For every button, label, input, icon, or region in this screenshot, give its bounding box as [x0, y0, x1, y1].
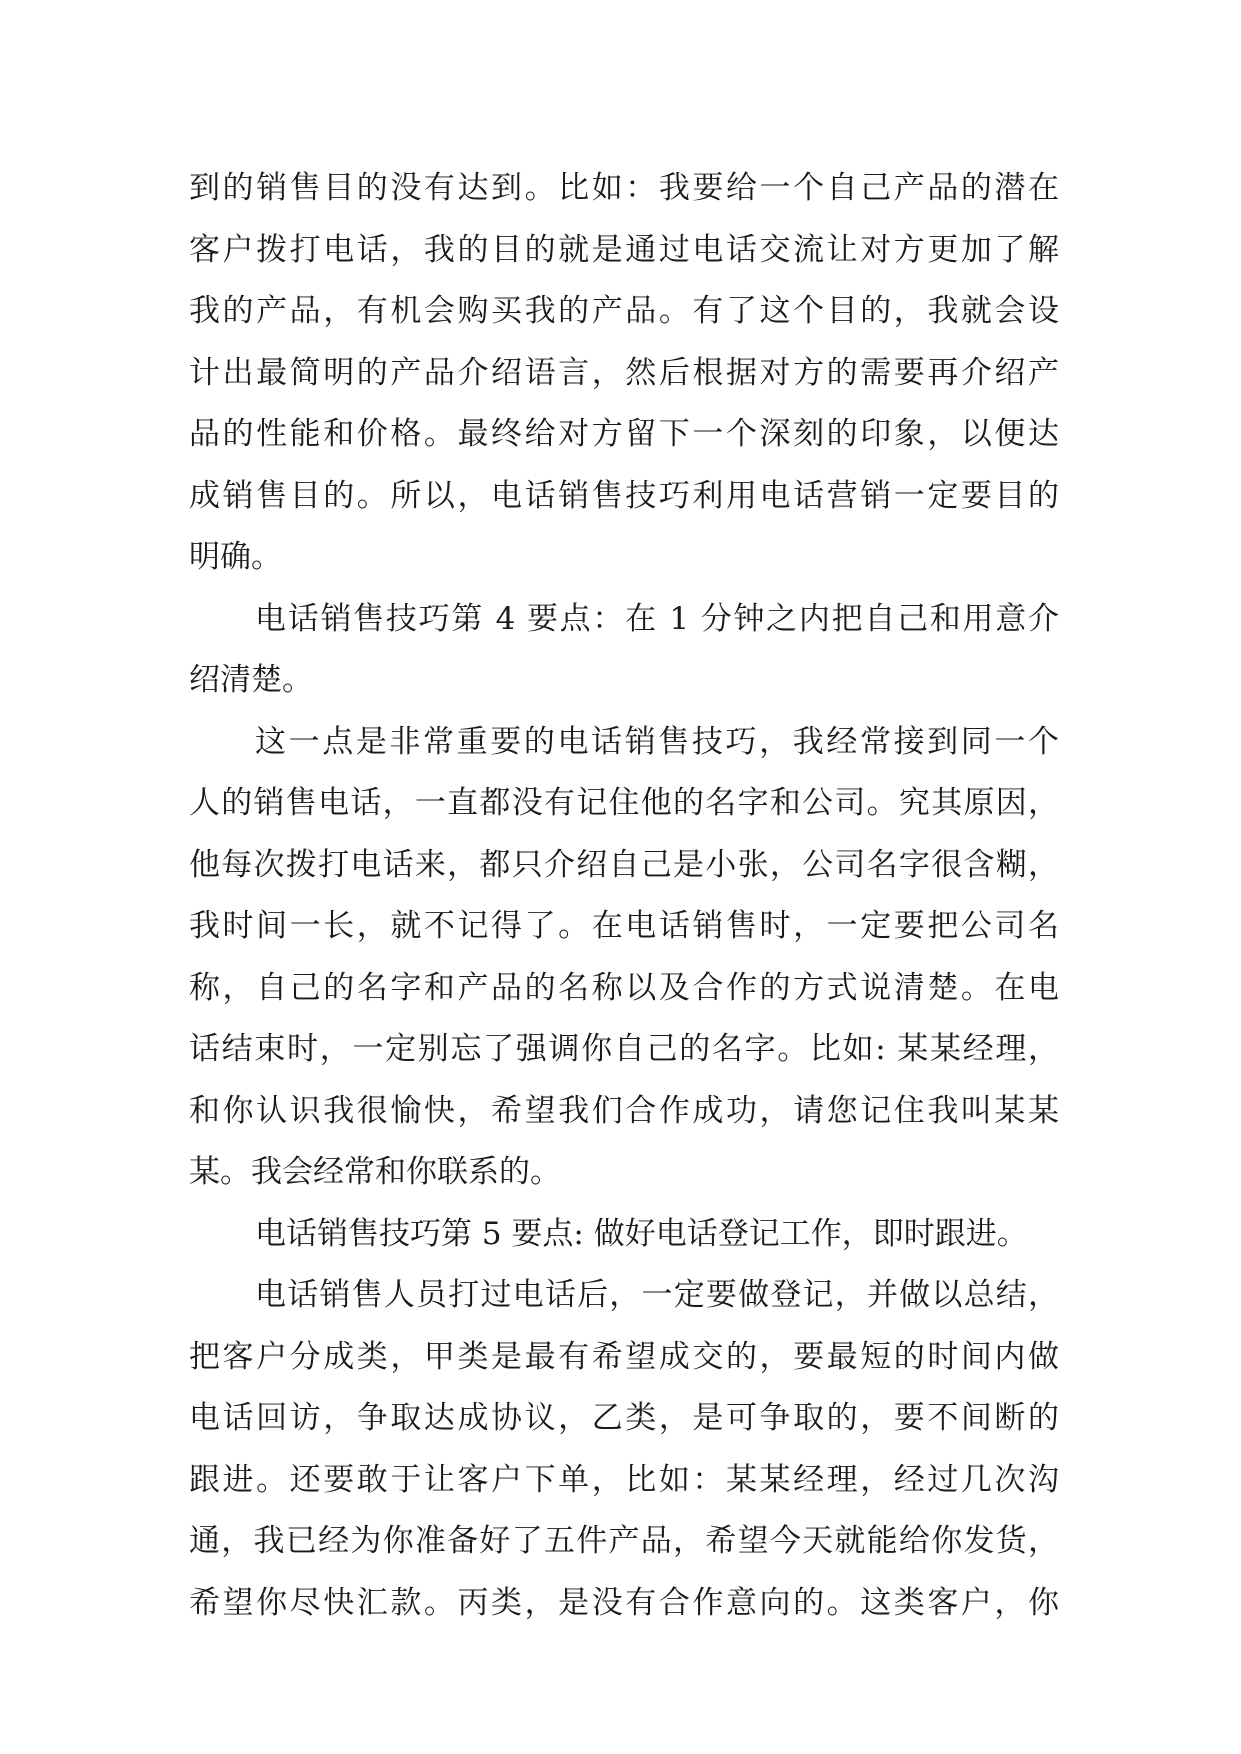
text-line: 我时间一长，就不记得了。在电话销售时，一定要把公司名 — [189, 908, 1059, 944]
section-heading-line: 绍清楚。 — [189, 662, 313, 698]
text-line: 人的销售电话，一直都没有记住他的名字和公司。究其原因， — [189, 785, 1059, 821]
text-line: 通，我已经为你准备好了五件产品，希望今天就能给你发货， — [189, 1523, 1059, 1559]
text-line: 成销售目的。所以，电话销售技巧利用电话营销一定要目的 — [189, 477, 1059, 514]
text-line: 和你认识我很愉快，希望我们合作成功，请您记住我叫某某 — [189, 1092, 1059, 1129]
section-heading-line: 电话销售技巧第 5 要点: 做好电话登记工作，即时跟进。 — [255, 1215, 1028, 1252]
text-line: 称，自己的名字和产品的名称以及合作的方式说清楚。在电 — [189, 969, 1059, 1006]
text-line: 这一点是非常重要的电话销售技巧，我经常接到同一个 — [255, 723, 1059, 760]
text-line: 电话销售人员打过电话后，一定要做登记，并做以总结， — [255, 1277, 1059, 1313]
text-line: 到的销售目的没有达到。比如：我要给一个自己产品的潜在 — [189, 170, 1059, 206]
text-line: 计出最简明的产品介绍语言，然后根据对方的需要再介绍产 — [189, 354, 1059, 391]
text-line: 明确。 — [189, 539, 282, 575]
text-line: 客户拨打电话，我的目的就是通过电话交流让对方更加了解 — [189, 231, 1059, 268]
text-line: 品的性能和价格。最终给对方留下一个深刻的印象，以便达 — [189, 416, 1059, 452]
text-line: 他每次拨打电话来，都只介绍自己是小张，公司名字很含糊， — [189, 846, 1059, 883]
text-line: 我的产品，有机会购买我的产品。有了这个目的，我就会设 — [189, 293, 1059, 329]
section-heading-line: 电话销售技巧第 4 要点：在 1 分钟之内把自己和用意介 — [255, 600, 1059, 637]
text-line: 希望你尽快汇款。丙类，是没有合作意向的。这类客户，你 — [189, 1584, 1059, 1621]
text-line: 跟进。还要敢于让客户下单，比如：某某经理，经过几次沟 — [189, 1461, 1059, 1498]
text-line: 电话回访，争取达成协议，乙类，是可争取的，要不间断的 — [189, 1400, 1059, 1436]
document-body — [189, 158, 1059, 1634]
text-line: 话结束时，一定别忘了强调你自己的名字。比如: 某某经理， — [189, 1031, 1059, 1067]
text-line: 把客户分成类，甲类是最有希望成交的，要最短的时间内做 — [189, 1338, 1059, 1375]
text-line: 某。我会经常和你联系的。 — [189, 1154, 561, 1190]
